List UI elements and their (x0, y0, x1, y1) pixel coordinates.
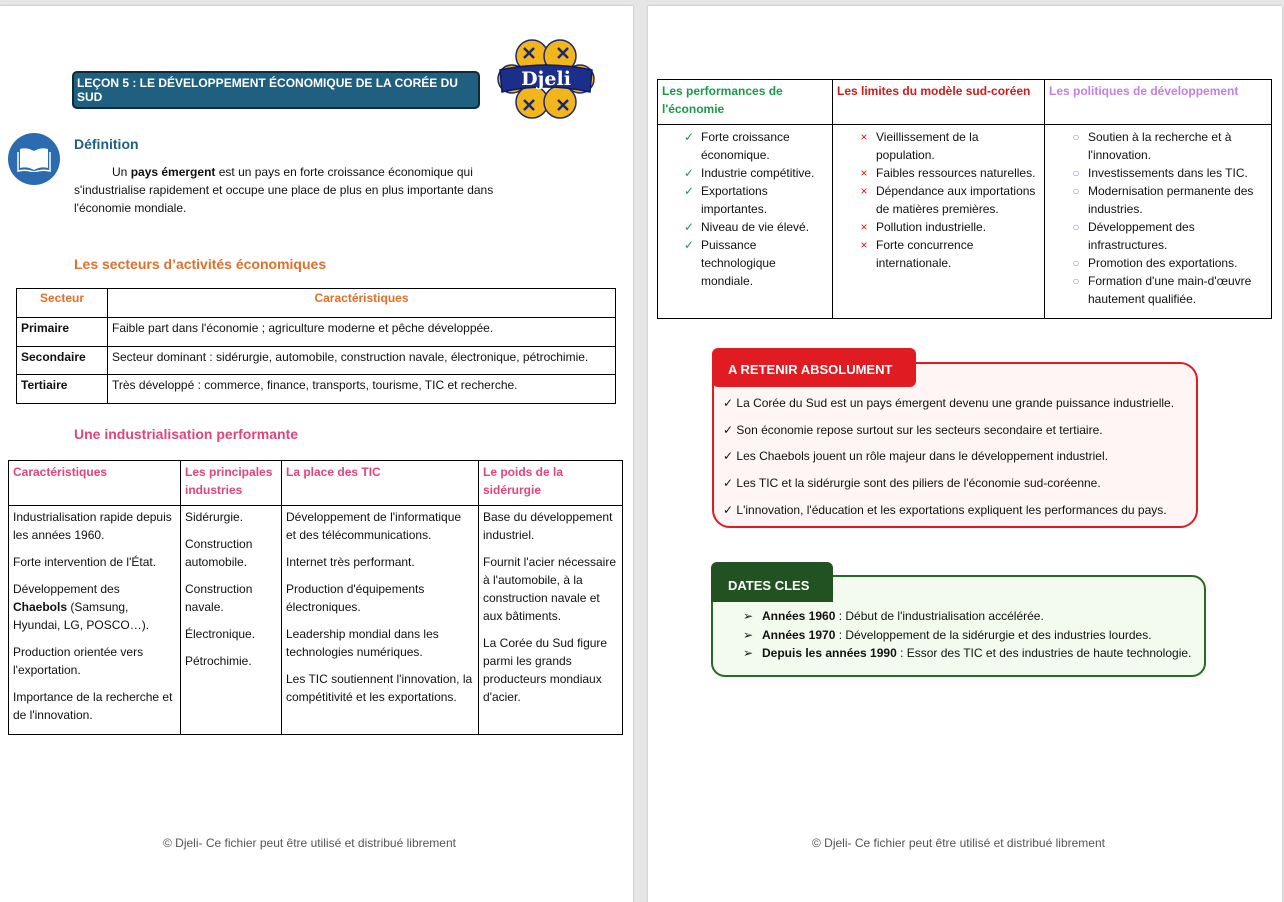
definition-text (74, 163, 524, 217)
date-label: Depuis les années 1990 (762, 646, 897, 660)
cell-bold-term: Chaebols (13, 600, 68, 614)
definition-term: pays émergent (130, 165, 216, 179)
list-item (837, 236, 1040, 272)
date-text: : Essor des TIC et des industries de haute technologie. (896, 646, 1192, 660)
table-header-row (9, 461, 623, 506)
item-text: Exportations importantes. (701, 184, 768, 216)
policies-cell (1045, 125, 1272, 319)
list-item (1049, 272, 1267, 308)
checkmark-icon: ✓ (683, 238, 695, 252)
list-item (1049, 128, 1267, 164)
lesson-title-text: LEÇON 5 : LE DÉVELOPPEMENT ÉCONOMIQUE DE LA CORÉE DU SUD (77, 76, 458, 104)
table-header-row (658, 80, 1272, 125)
cross-icon: × (860, 184, 868, 198)
table-header-cell: Le poids de la sidérurgie (479, 461, 623, 506)
table-header-row (17, 289, 616, 318)
sectors-table (16, 288, 616, 404)
cross-icon: × (860, 166, 868, 180)
performances-cell (658, 125, 833, 319)
table-header-cell: Caractéristiques (108, 289, 616, 318)
item-text: Développement des infrastructures. (1088, 220, 1195, 252)
limits-cell (833, 125, 1045, 319)
lesson-title (72, 71, 480, 109)
page-footer: © Djeli- Ce fichier peut être utilisé et distribué librement (812, 836, 1105, 850)
list-item (662, 236, 828, 290)
cross-icon: × (860, 130, 868, 144)
list-item (743, 646, 1191, 665)
item-text: Son économie repose surtout sur les secteurs secondaire et tertiaire. (736, 422, 1103, 437)
arrow-icon: ➢ (743, 646, 754, 660)
item-text: Faibles ressources naturelles. (876, 166, 1036, 180)
circle-bullet-icon: ○ (1072, 256, 1080, 270)
cell-item: Électronique. (185, 627, 256, 641)
sector-name: Secondaire (17, 346, 108, 375)
item-text: L'innovation, l'éducation et les exportations expliquent les performances du pays. (736, 502, 1167, 517)
characteristics-cell (9, 506, 181, 735)
steel-cell (479, 506, 623, 735)
industrialisation-table (8, 460, 623, 735)
item-text: Soutien à la recherche et à l'innovation. (1088, 130, 1232, 162)
list-item (723, 449, 1174, 476)
page-right (648, 6, 1282, 902)
circle-bullet-icon: ○ (1072, 184, 1080, 198)
item-text: Vieillissement de la population. (876, 130, 979, 162)
cell-item: Construction navale. (185, 582, 253, 614)
cell-item (13, 580, 176, 634)
item-text: Promotion des exportations. (1088, 256, 1238, 270)
definition-text-after: est un pays en forte croissance économique qui s'industrialise rapidement et occupe une place de plus en plus importante dans l'économie mondiale. (74, 165, 494, 215)
table-row (17, 346, 616, 375)
page-footer: © Djeli- Ce fichier peut être utilisé et distribué librement (163, 836, 456, 850)
table-header-cell: Secteur (17, 289, 108, 318)
item-text: Niveau de vie élevé. (701, 220, 810, 234)
dates-heading: DATES CLES (711, 562, 833, 602)
cell-item: Industrialisation rapide depuis les années 1960. (13, 510, 172, 542)
list-item (662, 218, 828, 236)
table-row (17, 318, 616, 347)
cell-item: Construction automobile. (185, 537, 253, 569)
circle-bullet-icon: ○ (1072, 220, 1080, 234)
item-text: Investissements dans les TIC. (1088, 166, 1248, 180)
cell-item: Importance de la recherche et de l'innovation. (13, 690, 173, 722)
table-row (9, 506, 623, 735)
sector-description: Faible part dans l'économie ; agriculture moderne et pêche développée. (108, 318, 616, 347)
list-item (1049, 182, 1267, 218)
cross-icon: × (860, 220, 868, 234)
djeli-logo (494, 34, 598, 124)
cross-icon: × (860, 238, 868, 252)
checkmark-icon: ✓ (683, 130, 695, 144)
cell-item: Développement de l'informatique et des télécommunications. (286, 510, 462, 542)
item-text: Modernisation permanente des industries. (1088, 184, 1254, 216)
item-text: Dépendance aux importations de matières premières. (876, 184, 1036, 216)
cell-item: Fournit l'acier nécessaire à l'automobile, à la construction navale et aux bâtiments. (483, 555, 617, 623)
cell-item: Les TIC soutiennent l'innovation, la compétitivité et les exportations. (286, 672, 473, 704)
table-header-cell: Les performances de l'économie (658, 80, 833, 125)
list-item (723, 476, 1174, 503)
list-item (723, 396, 1174, 423)
cell-item: Sidérurgie. (185, 510, 244, 524)
circle-bullet-icon: ○ (1072, 130, 1080, 144)
item-text: Forte croissance économique. (701, 130, 790, 162)
date-text: : Développement de la sidérurgie et des industries lourdes. (835, 627, 1152, 642)
circle-bullet-icon: ○ (1072, 274, 1080, 288)
item-text: La Corée du Sud est un pays émergent devenu une grande puissance industrielle. (736, 396, 1175, 410)
sector-description: Secteur dominant : sidérurgie, automobile, construction navale, électronique, pétrochimie. (108, 346, 616, 375)
logo-text: Djeli (521, 68, 571, 90)
list-item (743, 609, 1191, 628)
list-item (1049, 164, 1267, 182)
sectors-heading: Les secteurs d’activités économiques (74, 256, 327, 272)
performance-table (657, 79, 1272, 319)
date-label: Années 1960 (762, 609, 836, 623)
sector-name: Primaire (17, 318, 108, 347)
policies-list (1049, 128, 1267, 308)
dates-list (743, 609, 1191, 665)
cell-item: Production d'équipements électroniques. (286, 582, 425, 614)
item-text: Forte concurrence internationale. (876, 238, 974, 270)
date-label: Années 1970 (762, 627, 836, 642)
arrow-icon: ➢ (743, 627, 754, 642)
list-item (662, 164, 828, 182)
page-left (0, 6, 633, 902)
list-item (837, 128, 1040, 164)
cell-item: Production orientée vers l'exportation. (13, 645, 144, 677)
table-row (658, 125, 1272, 319)
check-icon: ✓ (723, 396, 734, 410)
list-item (837, 218, 1040, 236)
list-item (1049, 254, 1267, 272)
item-text: Puissance technologique mondiale. (701, 238, 776, 288)
book-icon (8, 133, 60, 185)
cell-text: (Samsung, Hyundai, LG, POSCO…). (13, 600, 150, 632)
list-item (723, 503, 1174, 530)
list-item (743, 628, 1191, 647)
list-item (662, 182, 828, 218)
arrow-icon: ➢ (743, 609, 754, 623)
checkmark-icon: ✓ (683, 166, 695, 180)
item-text: Industrie compétitive. (701, 166, 815, 180)
industries-cell (181, 506, 282, 735)
performances-list (662, 128, 828, 290)
table-header-cell: Les politiques de développement (1045, 80, 1272, 125)
checkmark-icon: ✓ (683, 184, 695, 198)
item-text: Les Chaebols jouent un rôle majeur dans le développement industriel. (736, 449, 1108, 464)
list-item (837, 182, 1040, 218)
check-icon: ✓ (723, 476, 734, 491)
item-text: Pollution industrielle. (876, 220, 987, 234)
list-item (723, 423, 1174, 450)
sector-description: Très développé : commerce, finance, transports, tourisme, TIC et recherche. (108, 375, 616, 404)
item-text: Formation d'une main-d'œuvre hautement qualifiée. (1088, 274, 1252, 306)
industrialisation-heading: Une industrialisation performante (74, 426, 299, 442)
item-text: Les TIC et la sidérurgie sont des piliers de l'économie sud-coréenne. (736, 476, 1101, 491)
retain-heading: A RETENIR ABSOLUMENT (712, 348, 916, 387)
retain-list (723, 396, 1174, 529)
table-header-cell: Les principales industries (181, 461, 282, 506)
checkmark-icon: ✓ (683, 220, 695, 234)
definition-heading: Définition (74, 136, 139, 152)
tic-cell (282, 506, 479, 735)
list-item (662, 128, 828, 164)
cell-item: Base du développement industriel. (483, 510, 613, 542)
definition-text-before: Un (112, 165, 131, 179)
cell-item: Internet très performant. (286, 555, 415, 569)
limits-list (837, 128, 1040, 272)
cell-item: Leadership mondial dans les technologies numériques. (286, 627, 439, 659)
date-text: : Début de l'industrialisation accélérée. (835, 609, 1044, 623)
check-icon: ✓ (723, 502, 734, 517)
cell-text: Développement des (13, 582, 120, 596)
list-item (1049, 218, 1267, 254)
sector-name: Tertiaire (17, 375, 108, 404)
cell-item: Forte intervention de l'État. (13, 555, 157, 569)
table-header-cell: Les limites du modèle sud-coréen (833, 80, 1045, 125)
table-header-cell: La place des TIC (282, 461, 479, 506)
table-header-cell: Caractéristiques (9, 461, 181, 506)
check-icon: ✓ (723, 449, 734, 464)
cell-item: La Corée du Sud figure parmi les grands producteurs mondiaux d'acier. (483, 636, 608, 704)
cell-item: Pétrochimie. (185, 654, 252, 668)
table-row (17, 375, 616, 404)
circle-bullet-icon: ○ (1072, 166, 1080, 180)
check-icon: ✓ (723, 422, 734, 437)
list-item (837, 164, 1040, 182)
